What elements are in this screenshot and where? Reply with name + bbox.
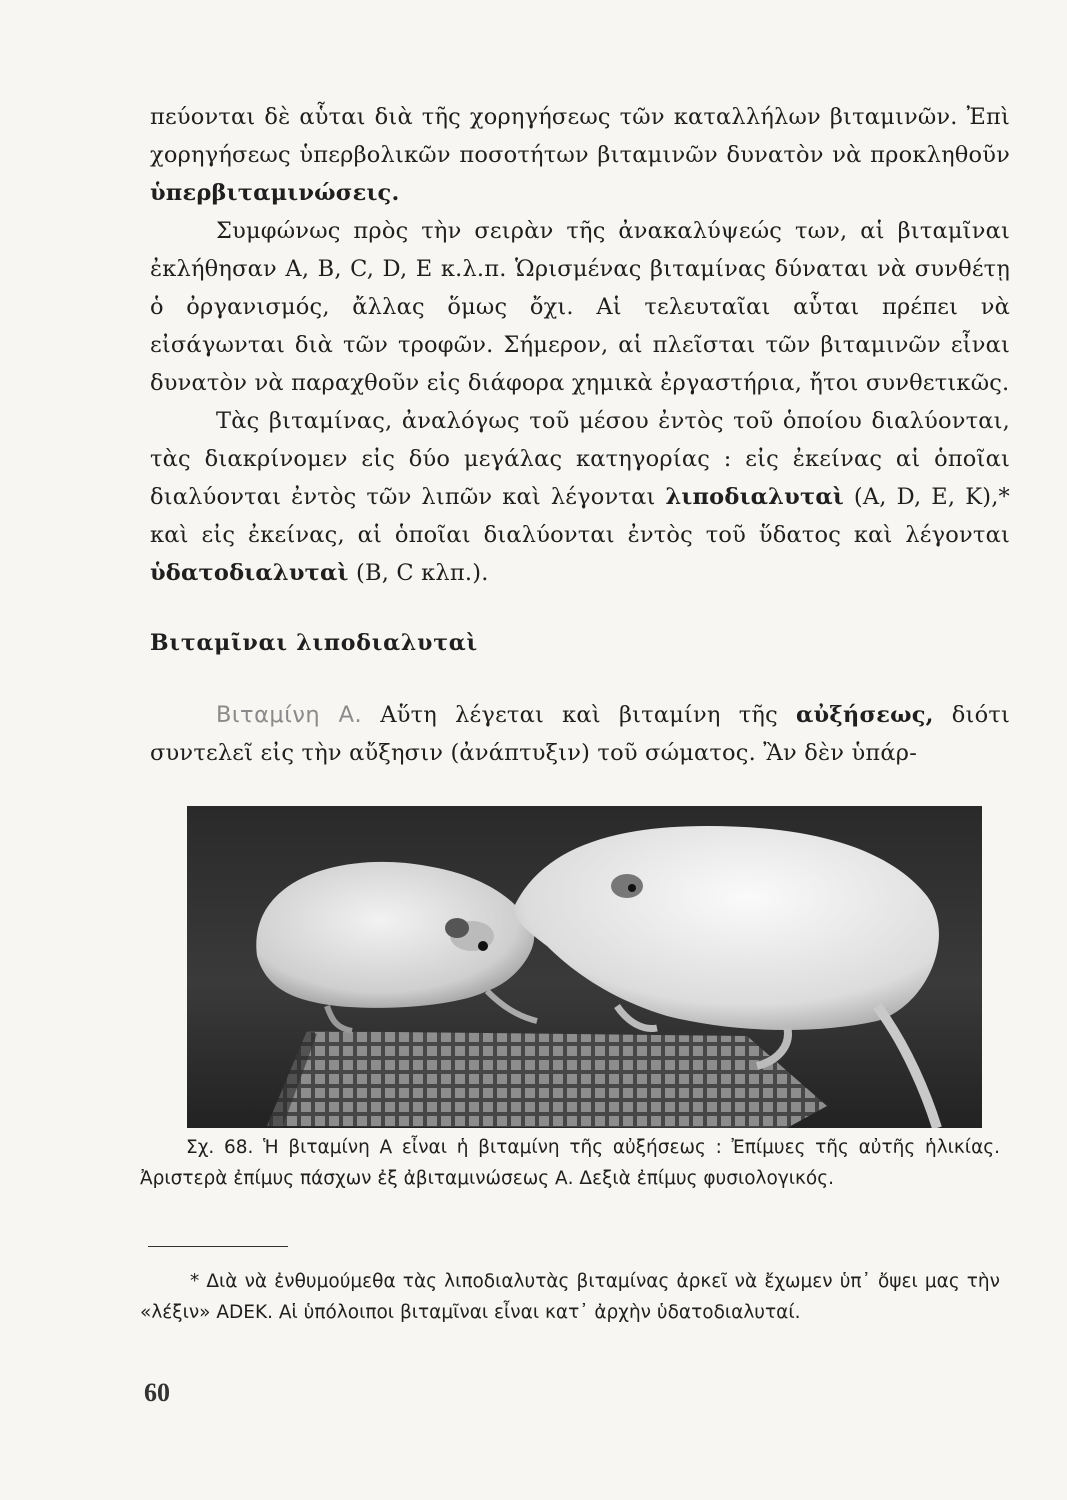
section-heading: Βιταμῖναι λιποδιαλυταὶ bbox=[150, 630, 478, 656]
vitamin-a-text1: Αὕτη λέγεται καὶ βιταμίνη τῆς bbox=[362, 702, 797, 728]
wire-mesh-platform bbox=[267, 1031, 827, 1128]
paragraph-3 bbox=[150, 402, 1010, 592]
term-water-soluble: ὑδατοδιαλυταὶ bbox=[150, 560, 349, 586]
page-body bbox=[150, 98, 1010, 772]
footnote-divider bbox=[148, 1246, 288, 1247]
footnote: * Διὰ νὰ ἐνθυμούμεθα τὰς λιποδιαλυτὰς βιταμίνας ἀρκεῖ νὰ ἔχωμεν ὑπ᾽ ὄψει μας τὴν «λέξιν» ADEK. Αἱ ὑπόλοιποι βιταμῖναι εἶναι κατ᾽ ἀρχὴν ὑδατοδιαλυταί. bbox=[140, 1271, 1000, 1323]
term-hypervitaminosis: ὑπερβιταμινώσεις. bbox=[150, 180, 400, 206]
vitamin-a-text2: διότι συντελεῖ εἰς τὴν αὔξησιν (ἀνάπτυξιν) τοῦ σώματος. Ἂν δὲν ὑπάρ- bbox=[150, 702, 1010, 766]
page-number: 60 bbox=[144, 1378, 170, 1407]
figure-caption bbox=[140, 1132, 1000, 1194]
figure-caption-text: Σχ. 68. Ἡ βιταμίνη Α εἶναι ἡ βιταμίνη τῆς αὐξήσεως : Ἐπίμυες τῆς αὐτῆς ἡλικίας. Ἀριστερὰ ἐπίμυς πάσχων ἐξ ἀβιταμινώσεως Α. Δεξιὰ ἐπίμυς φυσιολογικός. bbox=[140, 1137, 1000, 1189]
rats-photograph bbox=[187, 806, 982, 1128]
paragraph-2: Συμφώνως πρὸς τὴν σειρὰν τῆς ἀνακαλύψεώς των, αἱ βιταμῖναι ἐκλήθησαν A, B, C, D, E κ.λ.π. Ὡρισμένας βιταμίνας δύναται νὰ συνθέτῃ ὁ ὀργανισμός, ἄλλας ὅμως ὄχι. Αἱ τελευταῖαι αὗται πρέπει νὰ εἰσάγωνται διὰ τῶν τροφῶν. Σήμερον, αἱ πλεῖσται τῶν βιταμινῶν εἶναι δυνατὸν νὰ παραχθοῦν εἰς διάφορα χημικὰ ἐργαστήρια, ἤτοι συνθετικῶς. bbox=[150, 218, 1010, 396]
paragraph-3-part2: (A, D, E, K),* καὶ εἰς ἐκείνας, αἱ ὁποῖαι διαλύονται ἐντὸς τοῦ ὕδατος καὶ λέγονται bbox=[150, 484, 1010, 548]
term-fat-soluble: λιποδιαλυταὶ bbox=[665, 484, 844, 510]
paragraph-1 bbox=[150, 98, 1010, 212]
paragraph-3-part3: (B, C κλπ.). bbox=[348, 560, 489, 586]
term-growth: αὐξήσεως, bbox=[796, 702, 934, 728]
vitamin-a-paragraph bbox=[150, 696, 1010, 772]
paragraph-3-part1: Τὰς βιταμίνας, ἀναλόγως τοῦ μέσου ἐντὸς τοῦ ὁποίου διαλύονται, τὰς διακρίνομεν εἰς δύο μεγάλας κατηγορίας : εἰς ἐκείνας αἱ ὁποῖαι διαλύονται ἐντὸς τῶν λιπῶν καὶ λέγονται bbox=[150, 408, 1010, 510]
vitamin-a-subhead: Βιταμίνη Α. bbox=[216, 702, 363, 728]
paragraph-1-text: πεύονται δὲ αὗται διὰ τῆς χορηγήσεως τῶν καταλλήλων βιταμινῶν. Ἐπὶ χορηγήσεως ὑπερβολικῶν ποσοτήτων βιταμινῶν δυνατὸν νὰ προκληθοῦν bbox=[150, 104, 1010, 168]
